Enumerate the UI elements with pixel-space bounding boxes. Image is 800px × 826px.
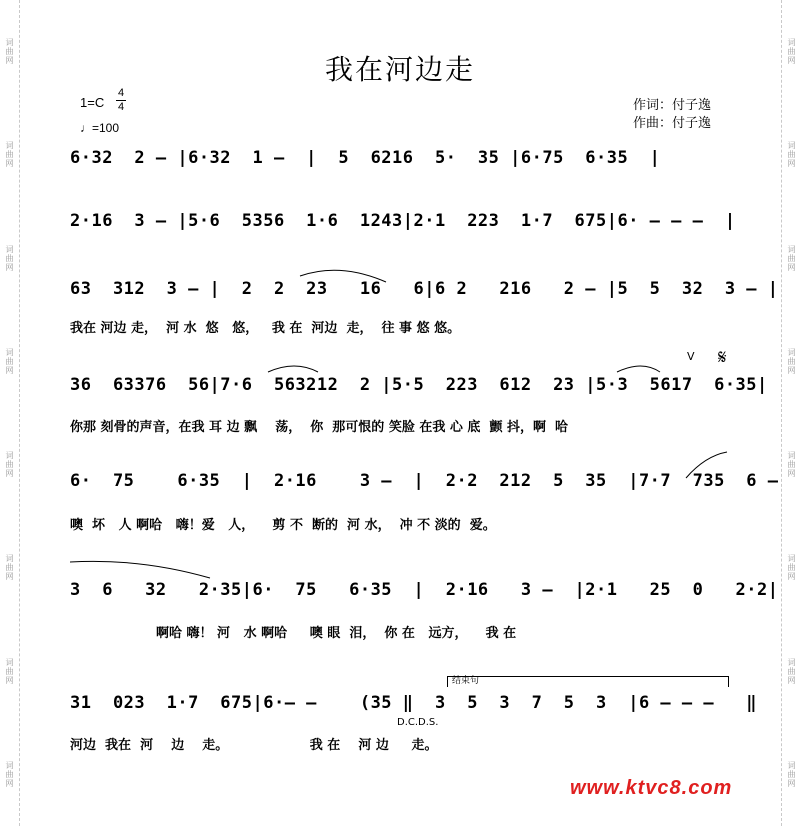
watermark-text: 词曲网 (5, 451, 14, 479)
lyrics-line-5: 噢 坏 人 啊哈 嗨！爱 人， 剪 不 断的 河 水， 冲 不 淡的 爱。 (70, 518, 496, 533)
lyrics-line-3: 我在 河边 走， 河 水 悠 悠， 我 在 河边 走， 往 事 悠 悠。 (70, 321, 461, 336)
slur-line (268, 366, 318, 372)
key-signature: 1=C (80, 95, 105, 110)
time-signature-bottom: 4 (117, 101, 125, 113)
watermark-text: 词曲网 (5, 760, 14, 788)
dc-ds-marking: D.C.D.S. (397, 717, 439, 728)
coda-label: 结束句 (452, 675, 480, 685)
notation-line-3: 63 312 3 – | 2 2 23 16 6|6 2 216 2 – |5 5 32 3 – | (70, 279, 779, 299)
lyricist-credit: 作词：付子逸 (633, 97, 712, 112)
notation-line-6: 3 6 32 2·35|6· 75 6·35 | 2·16 3 – |2·1 25 0 2·2| (70, 580, 779, 600)
watermark-text: 词曲网 (5, 244, 14, 272)
tempo-marking: ♩=100 (80, 121, 120, 135)
watermark-text: 词曲网 (787, 347, 796, 375)
lyrics-line-6: 啊哈 嗨！ 河 水 啊哈 噢 眼 泪， 你 在 远方， 我 在 (70, 626, 517, 641)
watermark-text: 词曲网 (787, 554, 796, 582)
slur-line (300, 270, 386, 282)
time-signature-top: 4 (117, 87, 125, 99)
watermark-text: 词曲网 (787, 38, 796, 66)
lyrics-line-4: 你那 刻骨的声音，在我 耳 边 飘 荡， 你 那可恨的 笑脸 在我 心 底 颤 抖，啊 哈 (70, 420, 569, 435)
notation-line-5: 6· 75 6·35 | 2·16 3 – | 2·2 212 5 35 |7·7 735 6 – (70, 471, 790, 491)
slur-line (686, 452, 727, 478)
slur-line (70, 561, 210, 578)
lyrics-line-7: 河边 我在 河 边 走。 我 在 河 边 走。 (70, 738, 438, 753)
composer-credit: 作曲：付子逸 (633, 115, 712, 130)
slur-line (617, 366, 660, 372)
watermark-text: 词曲网 (5, 38, 14, 66)
watermark-text: 词曲网 (5, 141, 14, 169)
song-title: 我在河边走 (324, 53, 475, 86)
watermark-text: 词曲网 (5, 347, 14, 375)
watermark-text: 词曲网 (5, 554, 14, 582)
notation-line-4: 36 63376 56|7·6 563212 2 |5·5 223 612 23 |5·3 5617 6·35| (70, 375, 768, 395)
watermark-text: 词曲网 (787, 141, 796, 169)
watermark-text: 词曲网 (787, 244, 796, 272)
watermark-text: 词曲网 (787, 760, 796, 788)
notation-line-1: 6·32 2 – |6·32 1 – | 5 6216 5· 35 |6·75 6·35 | (70, 148, 661, 168)
breath-mark: V (687, 350, 695, 363)
notation-line-2: 2·16 3 – |5·6 5356 1·6 1243|2·1 223 1·7 675|6· – – – | (70, 211, 736, 231)
watermark-text: 词曲网 (787, 657, 796, 685)
site-logo-text: www.ktvc8.com (570, 777, 733, 799)
notation-line-7: 31 023 1·7 675|6·– – (35 ‖ 3 5 3 7 5 3 |6 – – – ‖ (70, 693, 758, 713)
watermark-text: 词曲网 (787, 451, 796, 479)
segno-sign: 𝄋 (718, 345, 727, 369)
watermark-text: 词曲网 (5, 657, 14, 685)
